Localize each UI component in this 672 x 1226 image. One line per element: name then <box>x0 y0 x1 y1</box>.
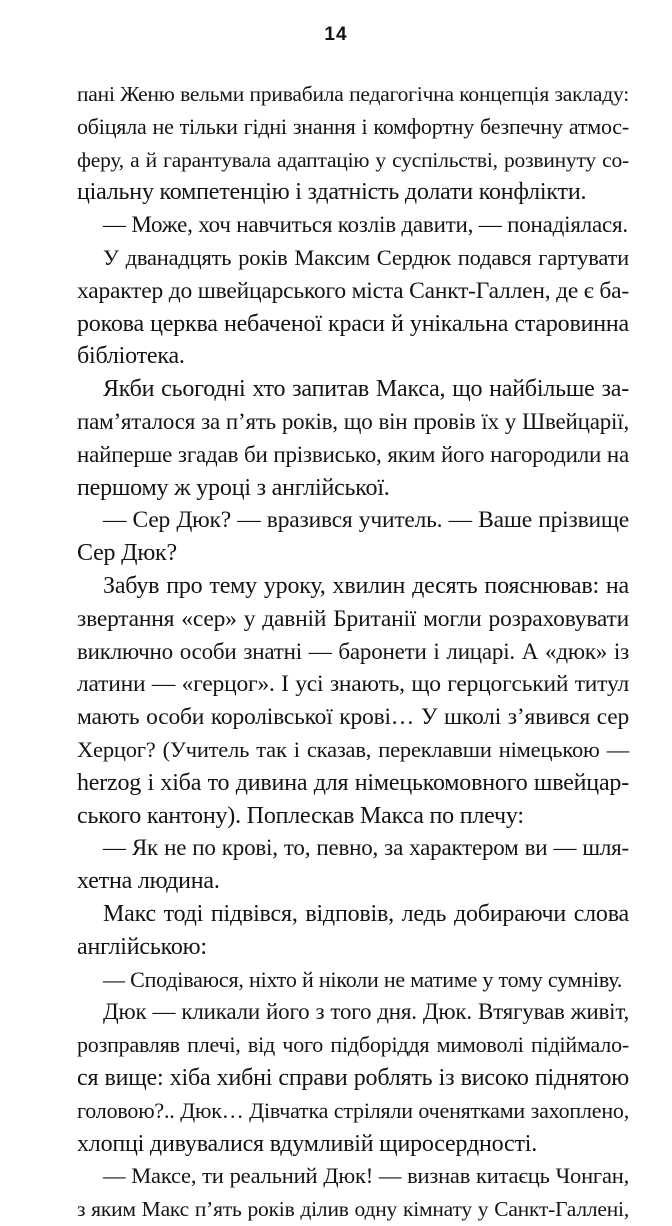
text-line: бібліотека. <box>77 343 185 370</box>
text-line: хлопці дивувалися вдумливій щиросердності. <box>77 1130 538 1157</box>
text-line: — Сподіваюся, ніхто й ніколи не матиме у тому сумніву. <box>103 966 623 992</box>
text-line: рокова церква небаченої краси й унікальна старовинна <box>77 310 629 337</box>
text-line: herzog і хіба то дивина для німецькомовного швейцар- <box>77 769 629 796</box>
text-line: Дюк — кликали його з того дня. Дюк. Втягував живіт, <box>103 999 629 1025</box>
body-text <box>77 78 629 1226</box>
text-line: розправляв плечі, від чого підборіддя мимоволі підіймало- <box>77 1032 629 1058</box>
text-line: У дванадцять років Максим Сердюк подався гартувати <box>103 244 629 270</box>
text-line: англійською: <box>77 933 207 960</box>
text-line: Забув про тему уроку, хвилин десять пояснював: на <box>103 572 629 599</box>
text-line: феру, а й гарантувала адаптацію у суспільстві, розвинуту со- <box>77 147 629 172</box>
text-line: Херцог? (Учитель так і сказав, переклавши німецькою — <box>77 736 629 762</box>
text-line: першому ж уроці з англійської. <box>77 474 390 501</box>
text-line: з яким Макс п’ять років ділив одну кімнату у Санкт-Галлені, <box>77 1197 629 1222</box>
text-line: — Максе, ти реальний Дюк! — визнав китаєць Чонган, <box>103 1163 629 1189</box>
text-line: — Може, хоч навчиться козлів давити, — понадіялася. <box>103 212 628 238</box>
text-line: пані Женю вельми привабила педагогічна концепція закладу: <box>77 82 629 106</box>
text-line: ського кантону). Поплескав Макса по плечу: <box>77 802 524 829</box>
text-line: ціальну компетенцію і здатність долати конфлікти. <box>77 179 587 206</box>
text-line: головою?.. Дюк… Дівчатка стріляли оченятками захоплено, <box>77 1097 629 1123</box>
text-line: Макс тоді підвівся, відповів, ледь добираючи слова <box>103 900 629 927</box>
page-number: 14 <box>324 24 348 45</box>
text-line: — Як не по крові, то, певно, за характером ви — шля- <box>103 835 629 861</box>
text-line: найперше згадав би прізвисько, яким його нагородили на <box>77 441 629 467</box>
text-line: характер до швейцарського міста Санкт-Галлен, де є ба- <box>77 277 629 304</box>
text-line: обіцяла не тільки гідні знання і комфортну безпечну атмос- <box>77 113 629 139</box>
text-line: звертання «сер» у давній Британії могли розраховувати <box>77 605 629 632</box>
text-line: хетна людина. <box>77 868 220 895</box>
text-line: мають особи королівської крові… У школі з’явився сер <box>77 704 629 731</box>
text-line: Якби сьогодні хто запитав Макса, що найбільше за- <box>103 376 629 403</box>
text-line: латини — «герцог». І усі знають, що герцогський титул <box>77 671 629 698</box>
text-line: — Сер Дюк? — вразився учитель. — Ваше прізвище <box>103 507 629 534</box>
text-line: Сер Дюк? <box>77 540 177 567</box>
text-line: виключно особи знатні — баронети і лицарі. А «дюк» із <box>77 638 629 664</box>
text-line: пам’яталося за п’ять років, що він провів їх у Швейцарії, <box>77 408 629 434</box>
text-line: ся вище: хіба хибні справи роблять із високо піднятою <box>77 1064 629 1091</box>
